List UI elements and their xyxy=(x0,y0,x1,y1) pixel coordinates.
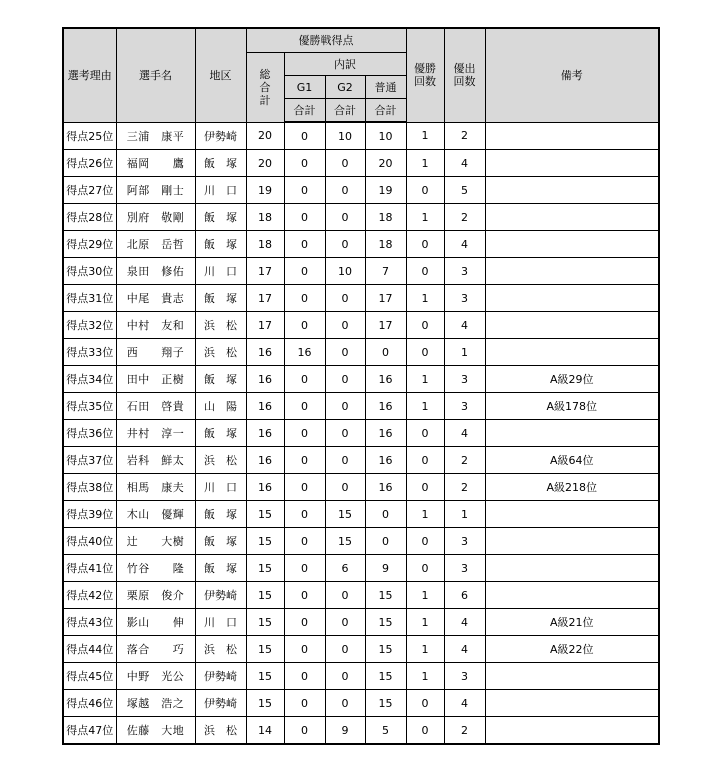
cell-region: 川 口 xyxy=(195,258,246,285)
cell-region: 伊勢崎 xyxy=(195,122,246,150)
table-row xyxy=(63,447,659,474)
cell-wins: 0 xyxy=(406,555,444,582)
cell-region: 川 口 xyxy=(195,609,246,636)
cell-g1: 0 xyxy=(284,366,325,393)
cell-player-name: 石田 啓貴 xyxy=(116,393,195,420)
cell-normal: 16 xyxy=(365,447,406,474)
cell-g2: 0 xyxy=(325,204,365,231)
cell-remarks xyxy=(485,122,659,150)
cell-g2: 0 xyxy=(325,474,365,501)
cell-wins: 1 xyxy=(406,150,444,177)
cell-normal: 16 xyxy=(365,474,406,501)
cell-normal: 18 xyxy=(365,231,406,258)
cell-g2: 0 xyxy=(325,285,365,312)
cell-player-name: 西 翔子 xyxy=(116,339,195,366)
cell-finals: 5 xyxy=(444,177,485,204)
cell-g2: 0 xyxy=(325,636,365,663)
cell-region: 飯 塚 xyxy=(195,555,246,582)
cell-reason: 得点42位 xyxy=(63,582,116,609)
cell-remarks xyxy=(485,555,659,582)
cell-remarks xyxy=(485,420,659,447)
cell-g1: 0 xyxy=(284,447,325,474)
cell-g2: 0 xyxy=(325,690,365,717)
cell-total: 15 xyxy=(246,555,284,582)
cell-total: 15 xyxy=(246,663,284,690)
cell-normal: 16 xyxy=(365,393,406,420)
cell-remarks xyxy=(485,204,659,231)
cell-wins: 0 xyxy=(406,312,444,339)
cell-player-name: 北原 岳哲 xyxy=(116,231,195,258)
cell-finals: 3 xyxy=(444,555,485,582)
cell-total: 16 xyxy=(246,447,284,474)
cell-g2: 9 xyxy=(325,717,365,745)
cell-player-name: 影山 伸 xyxy=(116,609,195,636)
cell-g1: 0 xyxy=(284,609,325,636)
cell-normal: 15 xyxy=(365,663,406,690)
cell-wins: 0 xyxy=(406,420,444,447)
table-row xyxy=(63,285,659,312)
cell-g1: 0 xyxy=(284,528,325,555)
cell-reason: 得点44位 xyxy=(63,636,116,663)
cell-finals: 1 xyxy=(444,501,485,528)
table-row xyxy=(63,312,659,339)
cell-normal: 18 xyxy=(365,204,406,231)
cell-player-name: 辻 大樹 xyxy=(116,528,195,555)
cell-remarks xyxy=(485,258,659,285)
cell-player-name: 塚越 浩之 xyxy=(116,690,195,717)
table-row xyxy=(63,636,659,663)
cell-player-name: 井村 淳一 xyxy=(116,420,195,447)
cell-g1: 0 xyxy=(284,393,325,420)
cell-player-name: 木山 優輝 xyxy=(116,501,195,528)
cell-remarks xyxy=(485,501,659,528)
cell-wins: 1 xyxy=(406,285,444,312)
header-finals-label: 優出回数 xyxy=(453,62,476,89)
cell-normal: 10 xyxy=(365,122,406,150)
cell-normal: 17 xyxy=(365,285,406,312)
cell-g2: 0 xyxy=(325,339,365,366)
cell-remarks xyxy=(485,663,659,690)
header-reason: 選考理由 xyxy=(63,28,116,122)
cell-normal: 16 xyxy=(365,366,406,393)
table-row xyxy=(63,609,659,636)
cell-region: 山 陽 xyxy=(195,393,246,420)
header-g2-subtotal: 合計 xyxy=(325,99,365,123)
cell-remarks: A級178位 xyxy=(485,393,659,420)
cell-g2: 0 xyxy=(325,150,365,177)
cell-region: 浜 松 xyxy=(195,312,246,339)
table-row xyxy=(63,339,659,366)
header-g2: G2 xyxy=(325,76,365,99)
cell-remarks: A級64位 xyxy=(485,447,659,474)
cell-total: 15 xyxy=(246,582,284,609)
cell-reason: 得点47位 xyxy=(63,717,116,745)
cell-g2: 15 xyxy=(325,501,365,528)
cell-g1: 16 xyxy=(284,339,325,366)
cell-total: 16 xyxy=(246,420,284,447)
cell-total: 20 xyxy=(246,122,284,150)
cell-player-name: 佐藤 大地 xyxy=(116,717,195,745)
header-normal-subtotal: 合計 xyxy=(365,99,406,123)
cell-reason: 得点29位 xyxy=(63,231,116,258)
header-final-points: 優勝戦得点 xyxy=(246,28,406,53)
cell-wins: 0 xyxy=(406,231,444,258)
cell-remarks xyxy=(485,717,659,745)
cell-reason: 得点45位 xyxy=(63,663,116,690)
cell-g2: 0 xyxy=(325,366,365,393)
cell-wins: 0 xyxy=(406,690,444,717)
cell-wins: 0 xyxy=(406,258,444,285)
cell-remarks xyxy=(485,150,659,177)
cell-reason: 得点27位 xyxy=(63,177,116,204)
table-row xyxy=(63,690,659,717)
cell-g1: 0 xyxy=(284,285,325,312)
cell-player-name: 岩科 鮮太 xyxy=(116,447,195,474)
cell-player-name: 中野 光公 xyxy=(116,663,195,690)
cell-g1: 0 xyxy=(284,717,325,745)
table-row xyxy=(63,717,659,745)
cell-g2: 0 xyxy=(325,177,365,204)
cell-wins: 0 xyxy=(406,447,444,474)
cell-finals: 4 xyxy=(444,690,485,717)
header-g1: G1 xyxy=(284,76,325,99)
table-row xyxy=(63,420,659,447)
cell-reason: 得点46位 xyxy=(63,690,116,717)
cell-g2: 0 xyxy=(325,609,365,636)
cell-g1: 0 xyxy=(284,231,325,258)
cell-total: 15 xyxy=(246,636,284,663)
cell-normal: 7 xyxy=(365,258,406,285)
cell-wins: 1 xyxy=(406,582,444,609)
cell-g1: 0 xyxy=(284,420,325,447)
cell-region: 飯 塚 xyxy=(195,366,246,393)
cell-finals: 3 xyxy=(444,663,485,690)
cell-region: 浜 松 xyxy=(195,717,246,745)
header-total xyxy=(246,53,284,123)
table-row xyxy=(63,204,659,231)
cell-wins: 0 xyxy=(406,177,444,204)
cell-reason: 得点35位 xyxy=(63,393,116,420)
cell-g1: 0 xyxy=(284,150,325,177)
cell-g2: 0 xyxy=(325,582,365,609)
cell-player-name: 田中 正樹 xyxy=(116,366,195,393)
table-row xyxy=(63,474,659,501)
cell-g2: 0 xyxy=(325,393,365,420)
cell-remarks xyxy=(485,285,659,312)
cell-finals: 4 xyxy=(444,231,485,258)
cell-reason: 得点30位 xyxy=(63,258,116,285)
cell-finals: 2 xyxy=(444,122,485,150)
cell-g1: 0 xyxy=(284,312,325,339)
cell-g1: 0 xyxy=(284,501,325,528)
header-name: 選手名 xyxy=(116,28,195,122)
cell-region: 浜 松 xyxy=(195,447,246,474)
cell-g2: 0 xyxy=(325,663,365,690)
cell-g1: 0 xyxy=(284,204,325,231)
cell-g2: 15 xyxy=(325,528,365,555)
cell-region: 浜 松 xyxy=(195,339,246,366)
cell-normal: 9 xyxy=(365,555,406,582)
cell-finals: 3 xyxy=(444,285,485,312)
cell-finals: 2 xyxy=(444,204,485,231)
cell-total: 19 xyxy=(246,177,284,204)
table-row xyxy=(63,663,659,690)
cell-remarks xyxy=(485,177,659,204)
cell-player-name: 栗原 俊介 xyxy=(116,582,195,609)
cell-total: 16 xyxy=(246,339,284,366)
cell-player-name: 福岡 鷹 xyxy=(116,150,195,177)
cell-finals: 4 xyxy=(444,150,485,177)
cell-finals: 2 xyxy=(444,717,485,745)
header-breakdown: 内訳 xyxy=(284,53,406,76)
table-row xyxy=(63,582,659,609)
table-body xyxy=(63,122,659,744)
cell-total: 15 xyxy=(246,501,284,528)
table-row xyxy=(63,150,659,177)
cell-g1: 0 xyxy=(284,663,325,690)
cell-remarks xyxy=(485,312,659,339)
cell-remarks xyxy=(485,690,659,717)
cell-g1: 0 xyxy=(284,177,325,204)
table-row xyxy=(63,528,659,555)
cell-g1: 0 xyxy=(284,636,325,663)
cell-reason: 得点39位 xyxy=(63,501,116,528)
cell-finals: 3 xyxy=(444,528,485,555)
cell-finals: 4 xyxy=(444,312,485,339)
cell-finals: 3 xyxy=(444,258,485,285)
cell-total: 16 xyxy=(246,393,284,420)
cell-reason: 得点34位 xyxy=(63,366,116,393)
cell-finals: 3 xyxy=(444,393,485,420)
header-total-label: 総合計 xyxy=(259,67,271,107)
cell-remarks: A級29位 xyxy=(485,366,659,393)
cell-region: 飯 塚 xyxy=(195,528,246,555)
cell-total: 15 xyxy=(246,528,284,555)
cell-g1: 0 xyxy=(284,122,325,150)
cell-finals: 6 xyxy=(444,582,485,609)
cell-finals: 2 xyxy=(444,474,485,501)
cell-region: 飯 塚 xyxy=(195,150,246,177)
cell-region: 飯 塚 xyxy=(195,204,246,231)
cell-g2: 0 xyxy=(325,420,365,447)
cell-total: 17 xyxy=(246,285,284,312)
cell-normal: 16 xyxy=(365,420,406,447)
cell-normal: 15 xyxy=(365,609,406,636)
cell-wins: 1 xyxy=(406,204,444,231)
cell-region: 伊勢崎 xyxy=(195,663,246,690)
cell-g1: 0 xyxy=(284,690,325,717)
cell-normal: 15 xyxy=(365,636,406,663)
cell-total: 15 xyxy=(246,690,284,717)
cell-finals: 3 xyxy=(444,366,485,393)
cell-normal: 0 xyxy=(365,528,406,555)
cell-reason: 得点32位 xyxy=(63,312,116,339)
cell-reason: 得点25位 xyxy=(63,122,116,150)
cell-region: 飯 塚 xyxy=(195,501,246,528)
header-g1-subtotal: 合計 xyxy=(284,99,325,123)
cell-normal: 20 xyxy=(365,150,406,177)
cell-region: 川 口 xyxy=(195,474,246,501)
cell-player-name: 中村 友和 xyxy=(116,312,195,339)
cell-reason: 得点41位 xyxy=(63,555,116,582)
cell-total: 16 xyxy=(246,366,284,393)
cell-normal: 0 xyxy=(365,339,406,366)
cell-player-name: 泉田 修佑 xyxy=(116,258,195,285)
cell-wins: 1 xyxy=(406,393,444,420)
cell-wins: 1 xyxy=(406,609,444,636)
header-wins-label: 優勝回数 xyxy=(414,62,436,89)
cell-player-name: 阿部 剛士 xyxy=(116,177,195,204)
cell-remarks: A級22位 xyxy=(485,636,659,663)
table-row xyxy=(63,122,659,150)
cell-g1: 0 xyxy=(284,474,325,501)
cell-g2: 10 xyxy=(325,122,365,150)
cell-wins: 0 xyxy=(406,339,444,366)
cell-g1: 0 xyxy=(284,258,325,285)
cell-wins: 0 xyxy=(406,528,444,555)
cell-wins: 1 xyxy=(406,122,444,150)
cell-reason: 得点43位 xyxy=(63,609,116,636)
cell-finals: 1 xyxy=(444,339,485,366)
cell-total: 14 xyxy=(246,717,284,745)
cell-normal: 5 xyxy=(365,717,406,745)
table-row xyxy=(63,258,659,285)
cell-reason: 得点28位 xyxy=(63,204,116,231)
cell-normal: 15 xyxy=(365,582,406,609)
cell-region: 伊勢崎 xyxy=(195,582,246,609)
cell-region: 飯 塚 xyxy=(195,285,246,312)
ranking-table xyxy=(62,27,660,745)
cell-region: 飯 塚 xyxy=(195,231,246,258)
cell-g2: 6 xyxy=(325,555,365,582)
table-row xyxy=(63,231,659,258)
table-row xyxy=(63,501,659,528)
header-remarks: 備考 xyxy=(485,28,659,122)
cell-wins: 0 xyxy=(406,717,444,745)
header-finals xyxy=(444,28,485,122)
cell-total: 16 xyxy=(246,474,284,501)
cell-normal: 0 xyxy=(365,501,406,528)
cell-wins: 1 xyxy=(406,366,444,393)
cell-total: 18 xyxy=(246,231,284,258)
cell-region: 飯 塚 xyxy=(195,420,246,447)
cell-reason: 得点33位 xyxy=(63,339,116,366)
header-region: 地区 xyxy=(195,28,246,122)
cell-remarks: A級21位 xyxy=(485,609,659,636)
cell-remarks: A級218位 xyxy=(485,474,659,501)
cell-region: 伊勢崎 xyxy=(195,690,246,717)
cell-g2: 10 xyxy=(325,258,365,285)
cell-reason: 得点37位 xyxy=(63,447,116,474)
cell-finals: 4 xyxy=(444,420,485,447)
table-row xyxy=(63,555,659,582)
cell-finals: 4 xyxy=(444,609,485,636)
cell-remarks xyxy=(485,528,659,555)
cell-remarks xyxy=(485,582,659,609)
cell-region: 浜 松 xyxy=(195,636,246,663)
cell-reason: 得点26位 xyxy=(63,150,116,177)
table-row xyxy=(63,393,659,420)
cell-normal: 17 xyxy=(365,312,406,339)
cell-reason: 得点36位 xyxy=(63,420,116,447)
cell-player-name: 落合 巧 xyxy=(116,636,195,663)
table-row xyxy=(63,177,659,204)
cell-wins: 1 xyxy=(406,663,444,690)
cell-finals: 4 xyxy=(444,636,485,663)
cell-total: 15 xyxy=(246,609,284,636)
cell-player-name: 相馬 康夫 xyxy=(116,474,195,501)
cell-normal: 15 xyxy=(365,690,406,717)
cell-wins: 0 xyxy=(406,474,444,501)
table-row xyxy=(63,366,659,393)
cell-normal: 19 xyxy=(365,177,406,204)
cell-player-name: 中尾 貴志 xyxy=(116,285,195,312)
cell-reason: 得点31位 xyxy=(63,285,116,312)
cell-g2: 0 xyxy=(325,231,365,258)
cell-player-name: 三浦 康平 xyxy=(116,122,195,150)
cell-g1: 0 xyxy=(284,582,325,609)
cell-player-name: 竹谷 隆 xyxy=(116,555,195,582)
cell-wins: 1 xyxy=(406,636,444,663)
cell-region: 川 口 xyxy=(195,177,246,204)
cell-g2: 0 xyxy=(325,447,365,474)
cell-remarks xyxy=(485,231,659,258)
cell-reason: 得点40位 xyxy=(63,528,116,555)
cell-reason: 得点38位 xyxy=(63,474,116,501)
cell-remarks xyxy=(485,339,659,366)
cell-g2: 0 xyxy=(325,312,365,339)
cell-total: 17 xyxy=(246,312,284,339)
table-header xyxy=(63,28,659,122)
header-wins xyxy=(406,28,444,122)
cell-wins: 1 xyxy=(406,501,444,528)
cell-player-name: 別府 敬剛 xyxy=(116,204,195,231)
cell-total: 20 xyxy=(246,150,284,177)
cell-total: 17 xyxy=(246,258,284,285)
header-normal: 普通 xyxy=(365,76,406,99)
cell-finals: 2 xyxy=(444,447,485,474)
cell-total: 18 xyxy=(246,204,284,231)
cell-g1: 0 xyxy=(284,555,325,582)
